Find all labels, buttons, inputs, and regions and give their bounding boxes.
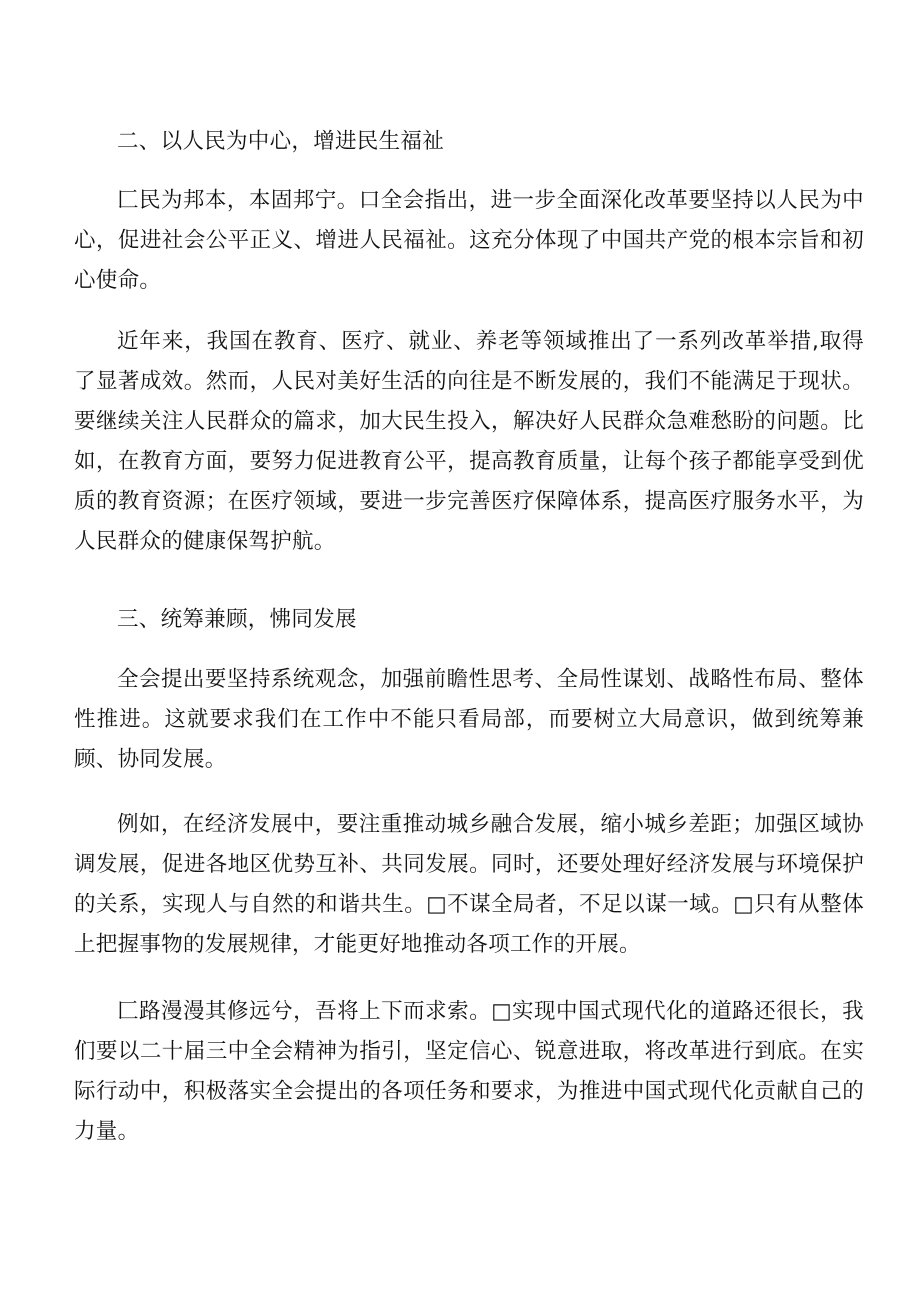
paragraph-4: 例如，在经济发展中，要注重推动城乡融合发展，缩小城乡差距；加强区域协调发展，促进各地区优势互补、共同发展。同时，还要处理好经济发展与环境保护的关系，实现人与自然的和谐共生。□不谋全局者，不足以谋一域。□只有从整体上把握事物的发展规律，才能更好地推动各项工作的开展。 <box>74 812 864 957</box>
section-heading-2: 二、以人民为中心，增进民生福祉 <box>117 129 445 154</box>
paragraph-5: 匚路漫漫其修远兮，吾将上下而求索。□实现中国式现代化的道路还很长，我们要以二十届三中全会精神为指引，坚定信心、锐意进取，将改革进行到底。在实际行动中，积极落实全会提出的各项任务和要求，为推进中国式现代化贡献自己的力量。 <box>74 999 864 1144</box>
paragraph-2: 近年来，我国在教育、医疗、就业、养老等领域推出了一系列改革举措,取得了显著成效。然而，人民对美好生活的向往是不断发展的，我们不能满足于现状。要继续关注人民群众的篇求，加大民生投入，解决好人民群众急难愁盼的问题。比如，在教育方面，要努力促进教育公平，提高教育质量，让每个孩子都能享受到优质的教育资源；在医疗领域，要进一步完善医疗保障体系，提高医疗服务水平，为人民群众的健康保驾护航。 <box>74 329 864 554</box>
paragraph-3: 全会提出要坚持系统观念，加强前瞻性思考、全局性谋划、战略性布局、整体性推进。这就要求我们在工作中不能只看局部，而要树立大局意识，做到统筹兼顾、协同发展。 <box>74 667 864 772</box>
paragraph-1: 匚民为邦本，本固邦宁。口全会指出，进一步全面深化改革要坚持以人民为中心，促进社会公平正义、增进人民福祉。这充分体现了中国共产党的根本宗旨和初心使命。 <box>74 188 864 293</box>
section-heading-3: 三、统筹兼顾，怫同发展 <box>117 607 357 632</box>
